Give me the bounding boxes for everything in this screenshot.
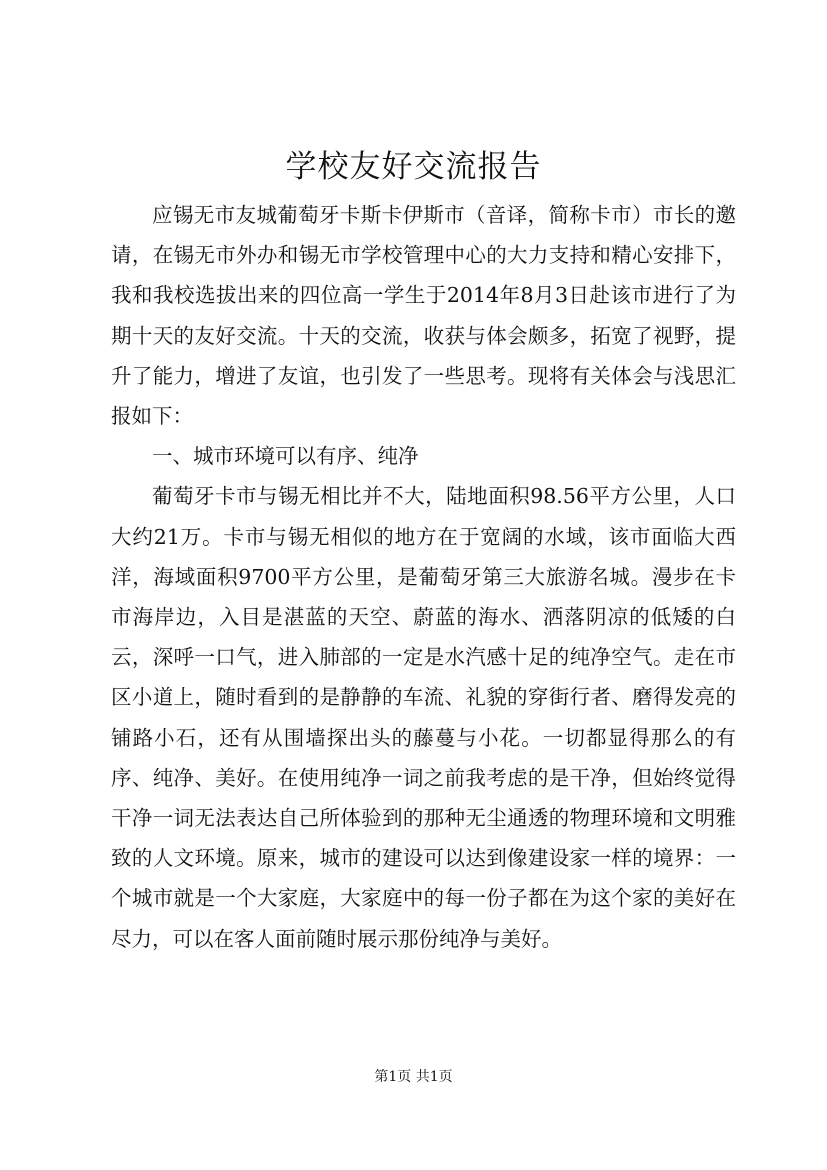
page-footer: 第1页 共1页: [374, 1069, 453, 1085]
paragraph-city-environment: 葡萄牙卡市与锡无相比并不大，陆地面积98.56平方公里，人口大约21万。卡市与锡无相似的地方在于宽阔的水域，该市面临大西洋，海域面积9700平方公里，是葡萄牙第三大旅游名城。漫步在卡市海岸边，入目是湛蓝的天空、蔚蓝的海水、洒落阴凉的低矮的白云，深呼一口气，进入肺部的一定是水汽感十足的纯净空气。走在市区小道上，随时看到的是静静的车流、礼貌的穿街行者、磨得发亮的铺路小石，还有从围墙探出头的藤蔓与小花。一切都显得那么的有序、纯净、美好。在使用纯净一词之前我考虑的是干净，但始终觉得干净一词无法表达自己所体验到的那种无尘通透的物理环境和文明雅致的人文环境。原来，城市的建设可以达到像建设家一样的境界：一个城市就是一个大家庭，大家庭中的每一份子都在为这个家的美好在尽力，可以在客人面前随时展示那份纯净与美好。: [111, 484, 736, 951]
document-body: [111, 195, 736, 959]
section-heading-1: 一、城市环境可以有序、纯净: [152, 444, 419, 469]
document-title: 学校友好交流报告: [285, 149, 542, 185]
paragraph-intro: 应锡无市友城葡萄牙卡斯卡伊斯市（音译，简称卡市）市长的邀请，在锡无市外办和锡无市学校管理中心的大力支持和精心安排下，我和我校选拔出来的四位高一学生于2014年8月3日赴该市进行了为期十天的友好交流。十天的交流，收获与体会颇多，拓宽了视野，提升了能力，增进了友谊，也引发了一些思考。现将有关体会与浅思汇报如下：: [111, 203, 736, 429]
